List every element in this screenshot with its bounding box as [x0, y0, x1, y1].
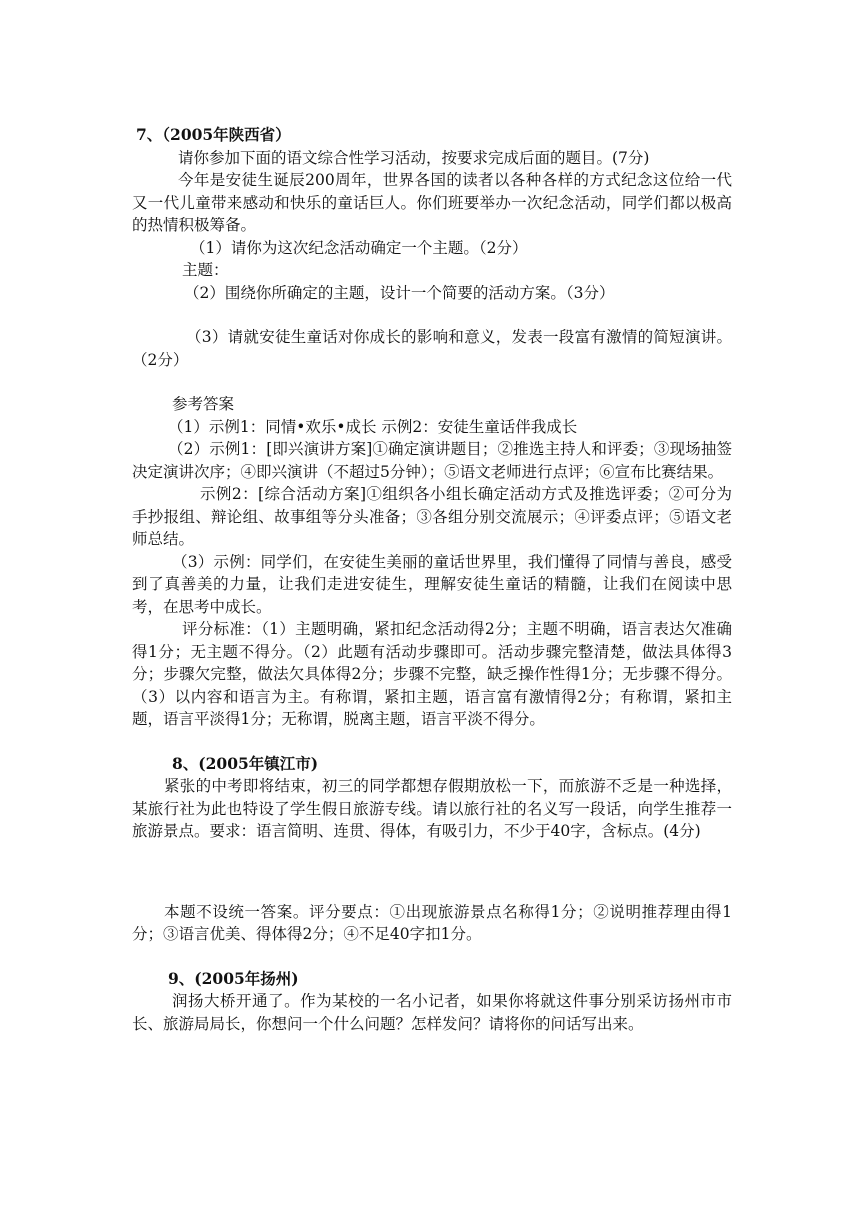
q7-sub2: （2）围绕你所确定的主题，设计一个简要的活动方案。（3分） [184, 283, 615, 302]
q7-sub3: （3）请就安徒生童话对你成长的影响和意义，发表一段富有激情的简短演讲。（2分） [132, 328, 732, 369]
q7-theme-label: 主题： [182, 261, 229, 279]
spacer [132, 843, 732, 879]
q7-scoring: 评分标准：（1）主题明确，紧扣纪念活动得2分；主题不明确，语言表达欠准确得1分；无主题不得分。（2）此题有活动步骤即可。活动步骤完整清楚，做法具体得3分；步骤欠完整，做法欠具体得2分；步骤不完整，缺乏操作性得1分；无步骤不得分。（3）以内容和语言为主。有称谓，紧扣主题，语言富有激情得2分；有称谓，紧扣主题，语言平淡得1分；无称谓，脱离主题，语言平淡不得分。 [132, 620, 732, 728]
q8-answer: 本题不设统一答案。评分要点：①出现旅游景点名称得1分；②说明推荐理由得1分；③语言优美、得体得2分；④不足40字扣1分。 [132, 902, 732, 943]
q8-body: 紧张的中考即将结束，初三的同学都想存假期放松一下，而旅游不乏是一种选择，某旅行社为此也特设了学生假日旅游专线。请以旅行社的名义写一段话，向学生推荐一旅游景点。要求：语言简明、连贯、得体，有吸引力，不少于40字，含标点。(4分) [132, 777, 732, 840]
q9-body: 润扬大桥开通了。作为某校的一名小记者，如果你将就这件事分别采访扬州市市长、旅游局局长，你想问一个什么问题？怎样发问？请将你的问话写出来。 [132, 992, 732, 1033]
spacer [132, 731, 732, 753]
spacer [132, 879, 732, 901]
q7-answer-1: （1）示例1：同情•欢乐•成长 示例2：安徒生童话伴我成长 [168, 417, 578, 436]
answer-heading: 参考答案 [172, 395, 235, 413]
q9-title: 9、(2005年扬州) [168, 968, 299, 988]
spacer [132, 371, 732, 393]
q7-title: 7、（2005年陕西省） [136, 125, 291, 144]
q7-answer-2b: 示例2：[综合活动方案]①组织各小组长确定活动方式及推选评委；②可分为手抄报组、辩论组、故事组等分头准备；③各组分别交流展示；④评委点评；⑤语文老师总结。 [132, 485, 732, 548]
q7-answer-2a: （2）示例1：[即兴演讲方案]①确定演讲题目；②推选主持人和评委；③现场抽签决定演讲次序；④即兴演讲（不超过5分钟）；⑤语文老师进行点评；⑥宣布比赛结果。 [132, 440, 732, 481]
q7-answer-3: （3）示例：同学们，在安徒生美丽的童话世界里，我们懂得了同情与善良，感受到了真善美的力量，让我们走进安徒生，理解安徒生童话的精髓，让我们在阅读中思考，在思考中成长。 [132, 552, 732, 616]
q7-sub1: （1）请你为这次纪念活动确定一个主题。（2分） [190, 238, 528, 257]
q7-context: 今年是安徒生诞辰200周年，世界各国的读者以各种各样的方式纪念这位给一代又一代儿童带来感动和快乐的童话巨人。你们班要举办一次纪念活动，同学们都以极高的热情积极筹备。 [132, 171, 732, 234]
q8-title: 8、(2005年镇江市) [172, 753, 319, 773]
q7-intro: 请你参加下面的语文综合性学习活动，按要求完成后面的题目。(7分) [178, 148, 650, 167]
spacer [132, 946, 732, 968]
document-page [132, 124, 732, 1035]
spacer [132, 304, 732, 326]
